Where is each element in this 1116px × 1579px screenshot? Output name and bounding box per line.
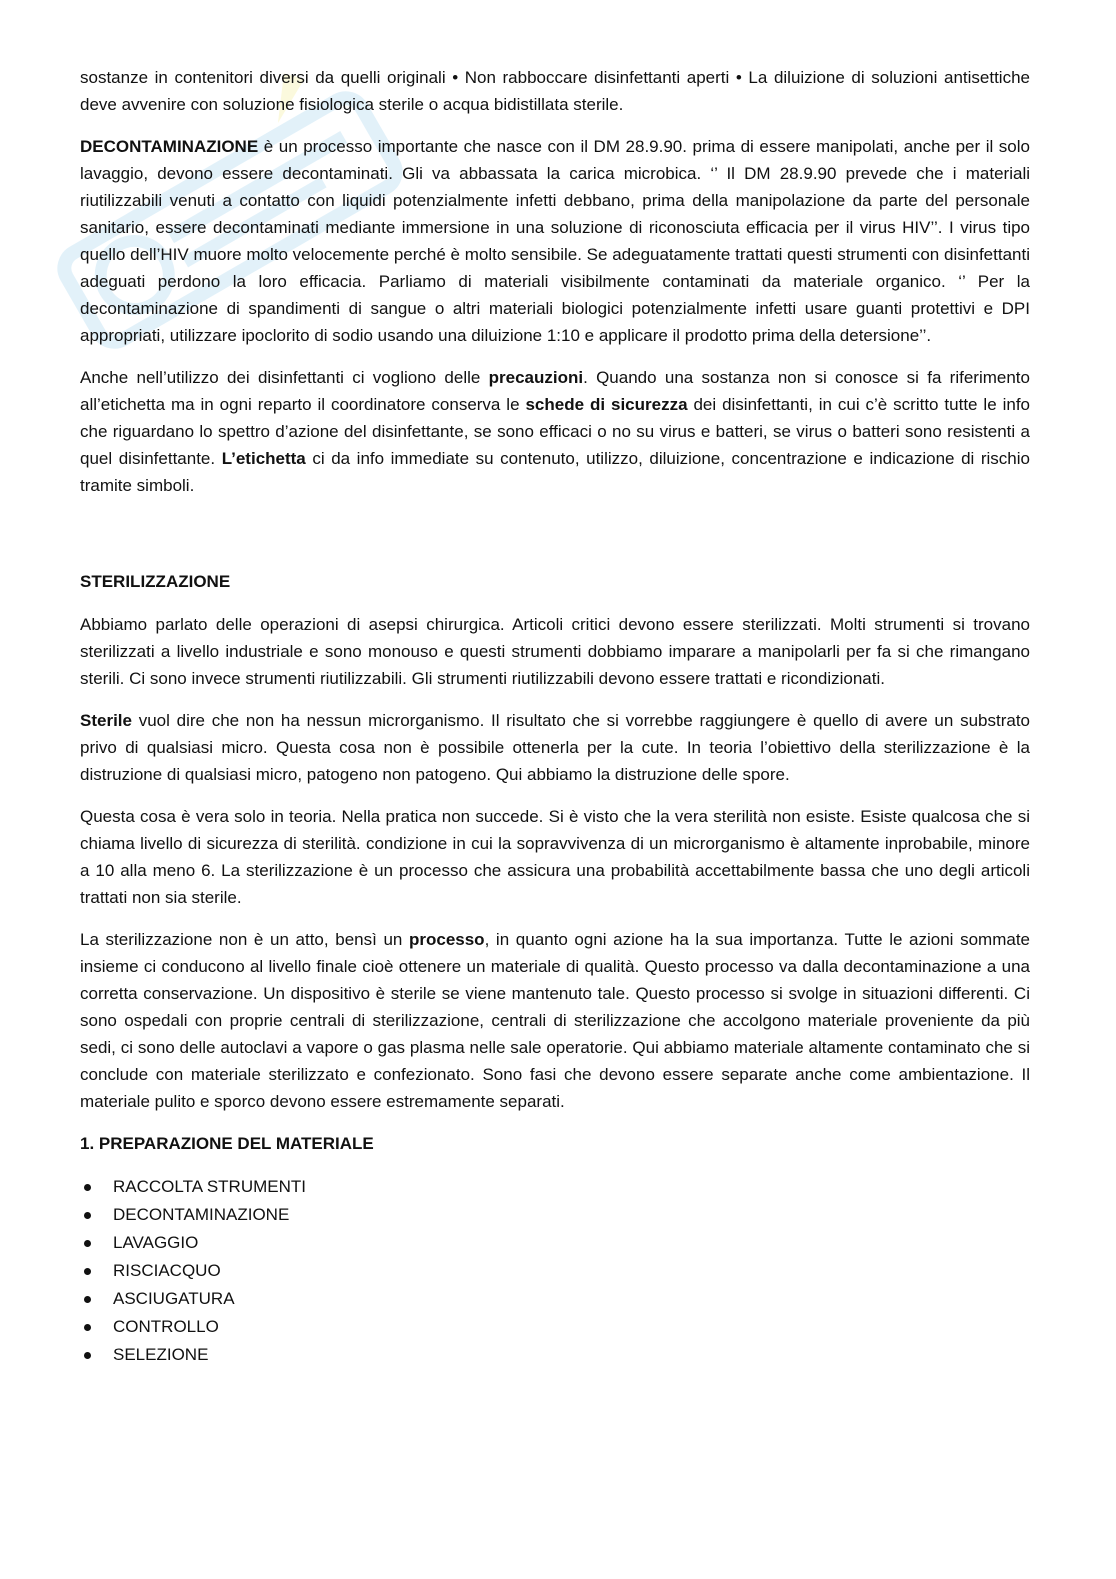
bullet-icon: [84, 1240, 91, 1247]
term-etichetta: L’etichetta: [221, 449, 306, 468]
spacer: [80, 514, 1030, 568]
list-item: CONTROLLO: [80, 1313, 1030, 1341]
paragraph-decontaminazione: DECONTAMINAZIONE è un processo importante che nasce con il DM 28.9.90. prima di essere manipolati, anche per il solo lavaggio, devono essere decontaminati. Gli va abbassata la carica microbica. ‘’ Il DM 28.9.90 prevede che i materiali riutilizzabili venuti a contatto con liquidi potenzialmente infetti debbano, prima della manipolazione da parte del personale sanitario, essere decontaminati mediante immersione in una soluzione di riconosciuta efficacia per il virus HIV’’. I virus tipo quello dell’HIV muore molto velocemente perché è molto sensibile. Se adeguatamente trattati questi strumenti con disinfettanti adeguati perdono la loro efficacia. Parliamo di materiali visibilmente contaminati da materiale organico. ‘’ Per la decontaminazione di spandimenti di sangue o altri materiali biologici potenzialmente infetti usare guanti protettivi e DPI appropriati, utilizzare ipoclorito di sodio usando una diluizione 1:10 e applicare il prodotto prima della detersione’’.: [80, 137, 1030, 345]
bullet-icon: [84, 1296, 91, 1303]
paragraph-sterile: Sterile vuol dire che non ha nessun microrganismo. Il risultato che si vorrebbe raggiungere è quello di avere un substrato privo di qualsiasi micro. Questa cosa non è possibile ottenerla per la cute. In teoria l’obiettivo della sterilizzazione è la distruzione di qualsiasi micro, patogeno non patogeno. Qui abbiamo la distruzione delle spore.: [80, 711, 1030, 784]
bullet-icon: [84, 1212, 91, 1219]
bullet-icon: [84, 1352, 91, 1359]
list-item: ASCIUGATURA: [80, 1285, 1030, 1313]
term-precauzioni: precauzioni: [488, 368, 584, 387]
paragraph-disinfectant-rules: sostanze in contenitori diversi da quelli originali • Non rabboccare disinfettanti aperti • La diluizione di soluzioni antisettiche deve avvenire con soluzione fisiologica sterile o acqua bidistillata sterile.: [80, 68, 1030, 114]
section-heading-preparazione: 1. PREPARAZIONE DEL MATERIALE: [80, 1134, 374, 1153]
paragraph-precauzioni: Anche nell’utilizzo dei disinfettanti ci vogliono delle precauzioni. Quando una sostanza non si conosce si fa riferimento all’etichetta ma in ogni reparto il coordinatore conserva le schede di sicurezza dei disinfettanti, in cui c’è scritto tutte le info che riguardano lo spettro d’azione del disinfettante, se sono efficaci o no su virus e batteri, se virus o batteri sono resistenti a quel disinfettante. L’etichetta ci da info immediate su contenuto, utilizzo, diluizione, concentrazione e indicazione di rischio tramite simboli.: [80, 368, 1030, 495]
paragraph-processo: La sterilizzazione non è un atto, bensì un processo, in quanto ogni azione ha la sua importanza. Tutte le azioni sommate insieme ci conducono al livello finale cioè ottenere un materiale di qualità. Questo processo va dalla decontaminazione a una corretta conservazione. Un dispositivo è sterile se viene mantenuto tale. Questo processo si svolge in situazioni differenti. Ci sono ospedali con proprie centrali di sterilizzazione, centrali di sterilizzazione che accolgono materiale proveniente da più sedi, ci sono delle autoclavi a vapore o gas plasma nelle sale operatorie. Qui abbiamo materiale altamente contaminato che si conclude con materiale sterilizzato e confezionato. Sono fasi che devono essere separate anche come ambientazione. Il materiale pulito e sporco devono essere estremamente separati.: [80, 930, 1030, 1111]
term-schede-sicurezza: schede di sicurezza: [525, 395, 688, 414]
document-page: [80, 64, 1030, 1369]
list-item: DECONTAMINAZIONE: [80, 1201, 1030, 1229]
paragraph-sicurezza-sterilita: Questa cosa è vera solo in teoria. Nella pratica non succede. Si è visto che la vera sterilità non esiste. Esiste qualcosa che si chiama livello di sicurezza di sterilità. condizione in cui la sopravvivenza di un microrganismo è altamente inprobabile, minore a 10 alla meno 6. La sterilizzazione è un processo che assicura una probabilità accettabilmente bassa che uno degli articoli trattati non sia sterile.: [80, 807, 1030, 907]
bullet-list-preparazione: [80, 1173, 1030, 1369]
term-sterile: Sterile: [80, 711, 132, 730]
term-decontaminazione: DECONTAMINAZIONE: [80, 137, 259, 156]
list-item: RISCIACQUO: [80, 1257, 1030, 1285]
bullet-icon: [84, 1184, 91, 1191]
section-heading-sterilizzazione: STERILIZZAZIONE: [80, 572, 231, 591]
term-processo: processo: [408, 930, 485, 949]
bullet-icon: [84, 1268, 91, 1275]
list-item: RACCOLTA STRUMENTI: [80, 1173, 1030, 1201]
paragraph-asepsi: Abbiamo parlato delle operazioni di asepsi chirurgica. Articoli critici devono essere sterilizzati. Molti strumenti si trovano sterilizzati a livello industriale e sono monouso e questi strumenti dobbiamo imparare a manipolarli per fa si che rimangano sterili. Ci sono invece strumenti riutilizzabili. Gli strumenti riutilizzabili devono essere trattati e ricondizionati.: [80, 615, 1030, 688]
list-item: SELEZIONE: [80, 1341, 1030, 1369]
list-item: LAVAGGIO: [80, 1229, 1030, 1257]
bullet-icon: [84, 1324, 91, 1331]
